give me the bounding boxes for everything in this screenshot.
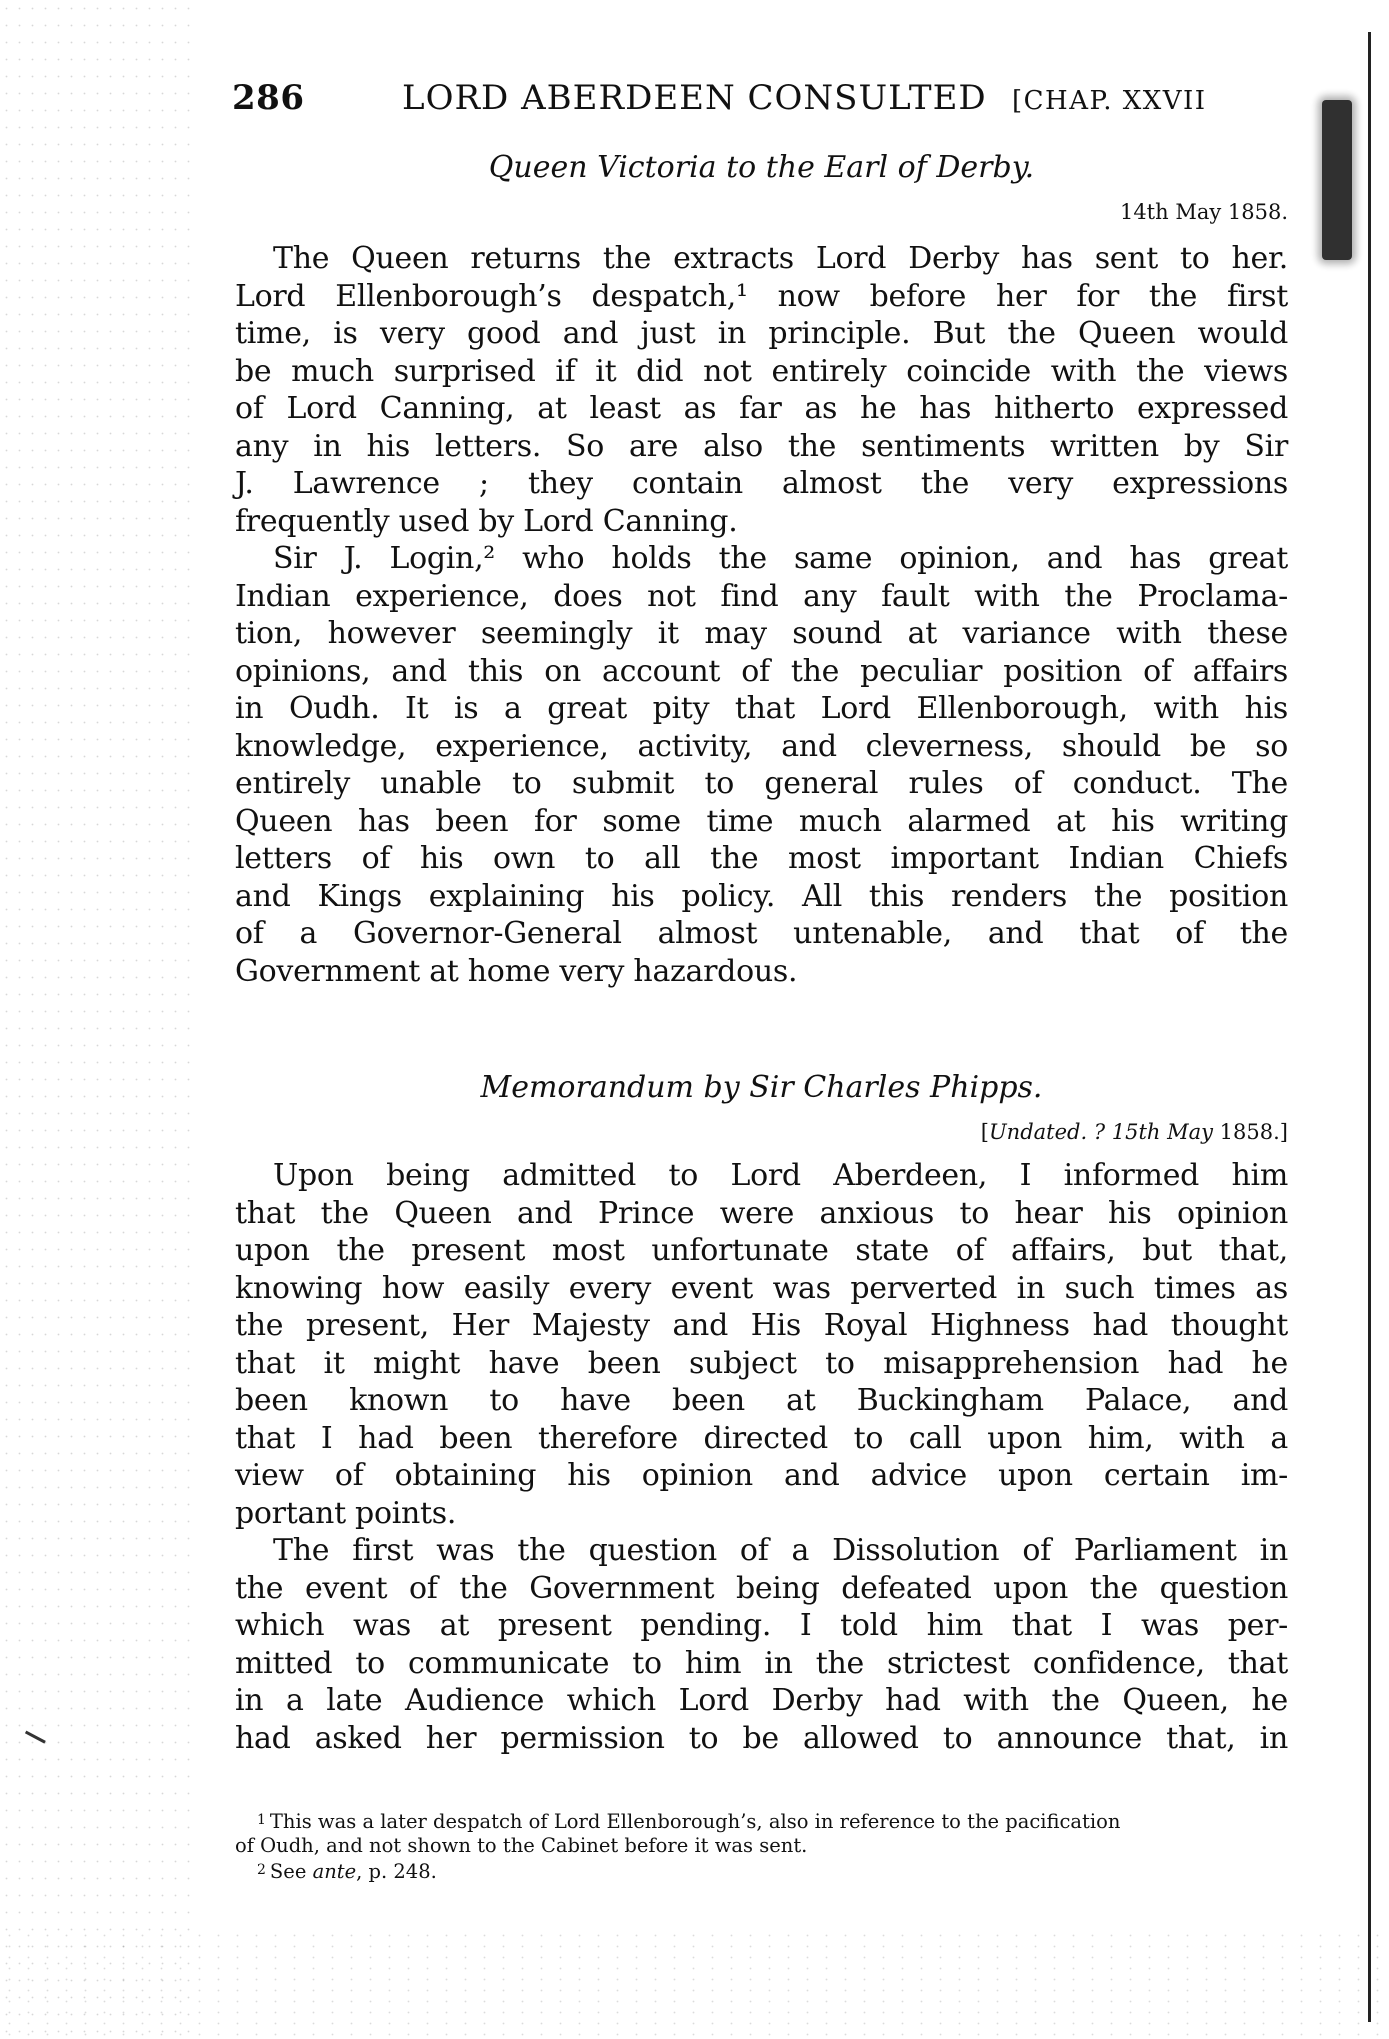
date-year: 1858.] — [1213, 1120, 1288, 1144]
text-line: of Lord Canning, at least as far as he has hitherto expressed — [235, 391, 1288, 426]
memorandum-body — [235, 1157, 1288, 1757]
footnote — [235, 1858, 1288, 1884]
text-line: tion, however seemingly it may sound at variance with these — [235, 616, 1288, 651]
text-line: The Queen returns the extracts Lord Derby has sent to her. — [273, 241, 1288, 276]
text-line: that I had been therefore directed to call upon him, with a — [235, 1420, 1288, 1456]
page-number: 286 — [232, 78, 305, 118]
text-line: upon the present most unfortunate state of affairs, but that, — [235, 1233, 1288, 1268]
text-line: frequently used by Lord Canning. — [235, 503, 738, 539]
footnote-prefix: See — [269, 1860, 313, 1883]
paragraph — [235, 540, 1288, 990]
text-line: which was at present pending. I told him that I was per- — [235, 1608, 1288, 1643]
footnote-text: This was a later despatch of Lord Ellenborough’s, also in reference to the pacification — [269, 1810, 1121, 1833]
scan-noise-bottom — [0, 1930, 1389, 2039]
memorandum-heading: Memorandum by Sir Charles Phipps. — [480, 1070, 1043, 1105]
text-line: that the Queen and Prince were anxious to hear his opinion — [235, 1195, 1288, 1231]
text-line: Indian experience, does not find any fault with the Proclama- — [235, 578, 1288, 614]
footnote — [235, 1808, 1288, 1858]
footnote-number: 1 — [257, 1812, 266, 1828]
date-italic: Undated. ? 15th May — [988, 1120, 1213, 1144]
date-bracket: [ — [980, 1120, 989, 1144]
text-line: J. Lawrence ; they contain almost the very expressions — [235, 466, 1288, 501]
chapter-text: [CHAP. XXVII — [1012, 86, 1207, 116]
text-line: knowledge, experience, activity, and cleverness, should be so — [235, 728, 1288, 764]
footnote-line: of Oudh, and not shown to the Cabinet before it was sent. — [235, 1834, 808, 1857]
footnote-number: 2 — [257, 1862, 266, 1878]
text-line: had asked her permission to be allowed to announce that, in — [235, 1720, 1288, 1756]
footnote-italic: ante — [312, 1860, 357, 1883]
running-head — [232, 78, 1322, 126]
footnote-suffix: , p. 248. — [356, 1860, 437, 1883]
paragraph — [235, 240, 1288, 540]
footnotes — [235, 1808, 1288, 1884]
text-line: time, is very good and just in principle. But the Queen would — [235, 316, 1288, 351]
text-line: and Kings explaining his policy. All this renders the position — [235, 878, 1288, 914]
text-line: be much surprised if it did not entirely coincide with the views — [235, 353, 1288, 389]
paragraph — [235, 1532, 1288, 1757]
text-line: entirely unable to submit to general rules of conduct. The — [235, 766, 1288, 801]
text-line: in Oudh. It is a great pity that Lord Ellenborough, with his — [235, 691, 1288, 726]
text-line: the present, Her Majesty and His Royal Highness had thought — [235, 1308, 1288, 1343]
text-line: view of obtaining his opinion and advice upon certain im- — [235, 1458, 1288, 1493]
text-line: that it might have been subject to misapprehension had he — [235, 1345, 1288, 1381]
text-line: of a Governor-General almost untenable, and that of the — [235, 916, 1288, 951]
text-line: letters of his own to all the most important Indian Chiefs — [235, 841, 1288, 876]
page-edge-rule — [1368, 32, 1371, 2022]
footnote-line — [235, 1808, 1288, 1834]
text-line: Queen has been for some time much alarmed at his writing — [235, 803, 1288, 839]
letter-body — [235, 240, 1288, 990]
letter-heading: Queen Victoria to the Earl of Derby. — [488, 150, 1035, 185]
text-line: been known to have been at Buckingham Palace, and — [235, 1383, 1288, 1418]
footnote-line — [235, 1858, 1288, 1884]
text-line: The first was the question of a Dissolution of Parliament in — [273, 1533, 1288, 1568]
text-line: any in his letters. So are also the sentiments written by Sir — [235, 428, 1288, 464]
text-line: the event of the Government being defeated upon the question — [235, 1570, 1288, 1606]
text-line: portant points. — [235, 1495, 457, 1531]
running-title: LORD ABERDEEN CONSULTED — [402, 78, 987, 118]
paragraph — [235, 1157, 1288, 1532]
memorandum-date — [981, 1120, 1288, 1144]
text-line: Sir J. Login,² who holds the same opinion, and has great — [273, 541, 1288, 576]
chapter-label — [1012, 78, 1207, 118]
text-line: knowing how easily every event was perverted in such times as — [235, 1270, 1288, 1306]
text-line: Government at home very hazardous. — [235, 953, 798, 989]
text-line: in a late Audience which Lord Derby had with the Queen, he — [235, 1683, 1288, 1718]
text-line: Upon being admitted to Lord Aberdeen, I informed him — [273, 1158, 1288, 1193]
text-line: opinions, and this on account of the peculiar position of affairs — [235, 653, 1288, 689]
letter-date: 14th May 1858. — [1119, 200, 1288, 224]
ink-smudge — [1322, 100, 1352, 260]
text-line: Lord Ellenborough’s despatch,¹ now before her for the first — [235, 278, 1288, 314]
text-line: mitted to communicate to him in the strictest confidence, that — [235, 1645, 1288, 1681]
